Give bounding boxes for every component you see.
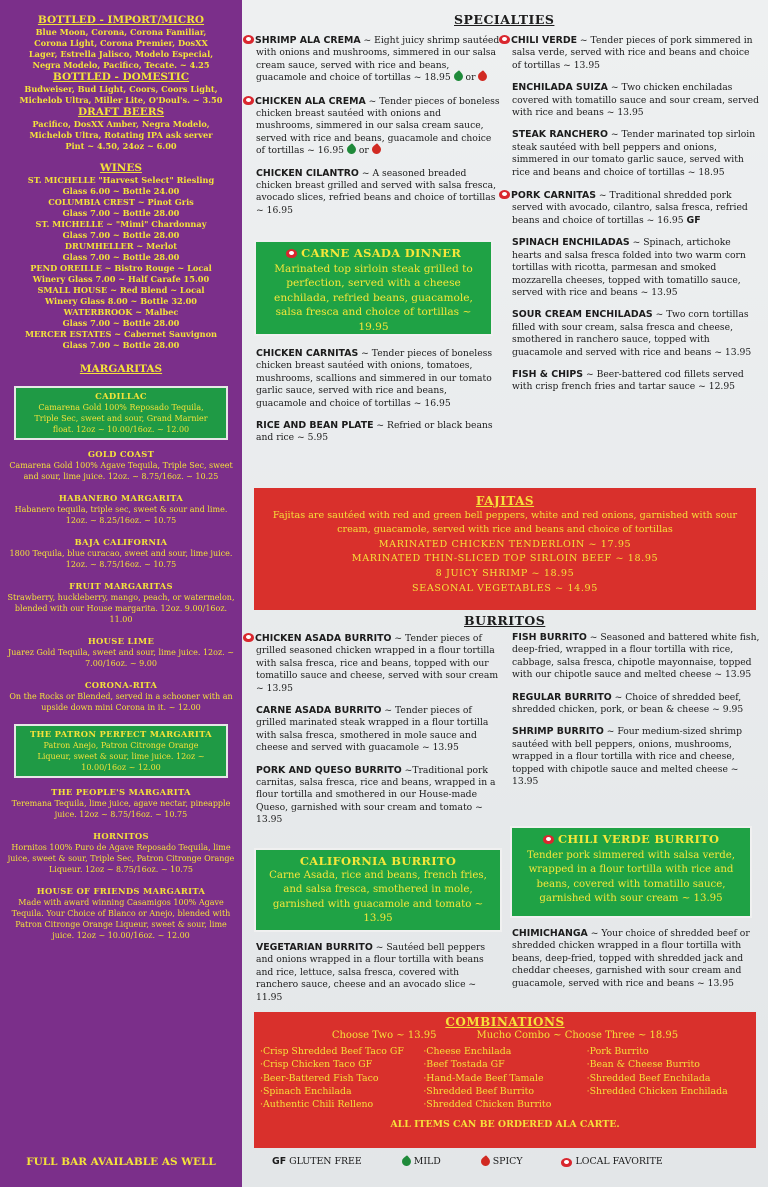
combo-option: ·Crisp Shredded Beef Taco GF [260, 1045, 404, 1057]
specialties-right-column [512, 34, 760, 404]
menu-item-name: PORK CARNITAS [511, 190, 596, 202]
local-favorite-icon [243, 95, 255, 105]
drinks-sidebar [0, 0, 242, 1187]
mucho-combo-price: Mucho Combo ~ Choose Three ~ 18.95 [476, 1030, 679, 1042]
menu-item-name: FISH & CHIPS [512, 368, 584, 380]
drink-line: ST. MICHELLE "Harvest Select" Riesling [27, 175, 215, 185]
combo-option: ·Cheese Enchilada [423, 1045, 512, 1057]
menu-item [512, 82, 760, 119]
margarita-name: HOUSE OF FRIENDS MARGARITA [36, 886, 206, 896]
local-favorite-label: LOCAL FAVORITE [575, 1156, 663, 1167]
specialties-left-column-2 [256, 348, 500, 455]
menu-item-name: FISH BURRITO [512, 632, 587, 643]
chili-verde-burrito-name: CHILI VERDE BURRITO [557, 832, 720, 846]
carne-asada-desc: Marinated top sirloin steak grilled to perfection, served with a cheese enchilada, refried beans, guacamole, salsa fresca and choice of tortillas ~ 19.95 [274, 262, 473, 333]
margarita-desc: Made with award winning Casamigos 100% Agave Tequila. Your Choice of Blanco or Anejo, blended with Patron Citronge Orange Liqueur, sweet & sour, lime juice. 12oz ~ 10.00/16oz. ~ 12.00 [11, 898, 231, 940]
chili-verde-burrito-panel [510, 826, 752, 918]
drink-line: Glass 7.00 ~ Bottle 28.00 [62, 318, 180, 328]
fajitas-panel [254, 488, 756, 610]
drink-line: Glass 7.00 ~ Bottle 28.00 [62, 340, 180, 350]
drink-line: Glass 6.00 ~ Bottle 24.00 [62, 186, 180, 196]
drink-line: ST. MICHELLE ~ "Mimi" Chardonnay [35, 219, 207, 229]
menu-item-desc: ~ Tender pieces of boneless chicken breast sautéed with onions, tomatoes, mushrooms, scallions and simmered in our tomato garlic sauce, served with rice and beans, guacamole and choice of tortillas ~ 16.95 [256, 348, 493, 409]
margarita-desc: Camarena Gold 100% Agave Tequila, Triple Sec, sweet and sour, lime juice. 12oz. ~ 8.75/16oz. ~ 10.25 [9, 461, 233, 481]
combo-option: ·Authentic Chili Relleno [260, 1099, 374, 1111]
combo-option: ·Shredded Chicken Burrito [423, 1099, 552, 1111]
california-burrito-desc: Carne Asada, rice and beans, french fries, and salsa fresca, smothered in mole, garnished with guacamole and tomato ~ 13.95 [269, 869, 487, 925]
drink-line: Michelob Ultra, Rotating IPA ask server [29, 130, 213, 140]
vegetarian-burrito [256, 942, 502, 1004]
or-text: or [465, 72, 476, 84]
chimichanga-desc: ~ Your choice of shredded beef or shredded chicken wrapped in a flour tortilla with beans, deep-fried, topped with shredded jack and cheddar cheeses, garnished with sour cream and guacamole, served with rice and beans ~ 13.95 [512, 928, 750, 989]
margarita-name: HORNITOS [93, 831, 149, 841]
margarita-name: THE PATRON PERFECT MARGARITA [30, 729, 212, 739]
drink-line: Glass 7.00 ~ Bottle 28.00 [62, 252, 180, 262]
bottled-domestic-list [0, 84, 242, 106]
local-favorite-icon [543, 834, 555, 844]
margarita-desc: Juarez Gold Tequila, sweet and sour, lime juice. 12oz. ~ 7.00/16oz. ~ 9.00 [8, 648, 234, 668]
margarita-item [0, 537, 242, 570]
margarita-item [0, 787, 242, 820]
specialties-title: SPECIALTIES [454, 12, 555, 27]
burritos-left-column [256, 632, 502, 837]
menu-item-desc: ~ Eight juicy shrimp sautéed with onions and mushrooms, simmered in our salsa cream sauce, served with rice and beans, guacamole and choice of tortillas ~ 18.95 [256, 35, 500, 84]
combo-option: ·Crisp Chicken Taco GF [260, 1059, 373, 1071]
margarita-item [0, 831, 242, 875]
menu-item-name: REGULAR BURRITO [512, 691, 612, 703]
menu-item-name: ENCHILADA SUIZA [512, 82, 608, 94]
margarita-name: BAJA CALIFORNIA [74, 537, 168, 547]
margarita-item [0, 636, 242, 669]
combo-column-2 [423, 1045, 586, 1112]
chili-verde-burrito-desc: Tender pork simmered with salsa verde, wrapped in a flour tortilla with rice and beans, covered with tomatillo sauce, garnished with sour cream ~ 13.95 [526, 849, 736, 905]
menu-item [256, 420, 500, 445]
fajita-option: MARINATED THIN-SLICED TOP SIRLOIN BEEF ~ 18.95 [351, 553, 659, 565]
menu-item-desc: ~ Four medium-sized shrimp sautéed with bell peppers, onions, mushrooms, wrapped in a flour tortilla with rice and cheese, topped with chipotle sauce and melted cheese ~ 13.95 [512, 726, 742, 788]
drink-line: MERCER ESTATES ~ Cabernet Sauvignon [24, 329, 218, 339]
combinations-prices [260, 1029, 750, 1042]
gf-label: GLUTEN FREE [289, 1156, 362, 1167]
menu-item [512, 692, 760, 717]
menu-item-desc: ~ Traditional shredded pork served with avocado, cilantro, salsa fresca, refried beans and choice of tortillas ~ 16.95 [512, 190, 748, 226]
margarita-name: GOLD COAST [87, 449, 155, 459]
wines-title: WINES [100, 162, 142, 174]
margarita-item [0, 886, 242, 941]
draft-list [0, 119, 242, 152]
menu-item [256, 168, 500, 218]
menu-item [512, 726, 760, 788]
local-favorite-icon [561, 1157, 573, 1167]
menu-item-name: PORK AND QUESO BURRITO [256, 764, 402, 776]
menu-item-name: CHICKEN ALA CREMA [255, 95, 366, 107]
combo-column-3 [587, 1045, 750, 1112]
drink-line: Negra Modelo, Pacifico, Tecate. ~ 4.25 [32, 60, 210, 70]
margarita-name: HOUSE LIME [87, 636, 155, 646]
drink-line: Corona Light, Corona Premier, DosXX [34, 38, 208, 48]
fajitas-desc: Fajitas are sautéed with red and green bell peppers, white and red onions, garnished with sour cream, guacamole, served with rice and beans and choice of tortillas [272, 509, 738, 536]
margarita-item [0, 449, 242, 482]
combinations-options [260, 1045, 750, 1112]
fajita-option: MARINATED CHICKEN TENDERLOIN ~ 17.95 [378, 538, 632, 550]
margaritas-title: MARGARITAS [79, 363, 163, 375]
mild-pepper-icon [452, 70, 465, 83]
menu-item [512, 369, 760, 394]
menu-item-name: RICE AND BEAN PLATE [256, 420, 374, 432]
draft-title: DRAFT BEERS [77, 106, 165, 118]
local-favorite-icon [286, 248, 298, 258]
spicy-pepper-icon [479, 1155, 492, 1168]
mild-pepper-icon [345, 143, 358, 156]
burritos-title: BURRITOS [464, 613, 546, 628]
menu-item-name: STEAK RANCHERO [512, 129, 608, 141]
drink-line: COLUMBIA CREST ~ Pinot Gris [48, 197, 194, 207]
or-text: or [358, 145, 369, 157]
drink-line: Budweiser, Bud Light, Coors, Coors Light, [24, 84, 218, 94]
combo-option: ·Shredded Beef Enchilada [586, 1072, 711, 1084]
combo-option: ·Bean & Cheese Burrito [586, 1059, 700, 1071]
drink-line: Glass 7.00 ~ Bottle 28.00 [62, 208, 180, 218]
fajitas-title: FAJITAS [475, 494, 535, 508]
drink-line: Glass 7.00 ~ Bottle 28.00 [62, 230, 180, 240]
legend [272, 1156, 752, 1167]
menu-item [512, 34, 760, 72]
gf-symbol: GF [272, 1156, 287, 1167]
fajita-option: 8 JUICY SHRIMP ~ 18.95 [435, 567, 575, 579]
combo-option: ·Shredded Chicken Enchilada [586, 1086, 728, 1098]
menu-item-desc: ~ Tender pieces of pork simmered in salsa verde, served with rice and beans and choice of tortillas ~ 13.95 [512, 35, 753, 71]
food-menu [242, 0, 768, 1187]
menu-item-desc: ~ Refried or black beans and rice ~ 5.95 [256, 420, 493, 444]
wines-list [0, 175, 242, 351]
menu-item [256, 705, 502, 755]
menu-item-desc: ~ Two corn tortillas filled with sour cream, salsa fresca and cheese, smothered in ranchero sauce, topped with guacamole and served with rice and beans ~ 13.95 [512, 309, 752, 358]
chimichanga-name: CHIMICHANGA [512, 928, 588, 939]
margarita-desc: Patron Anejo, Patron Citronge Orange Liqueur, sweet & sour, lime juice. 12oz ~ 10.00/16oz ~ 12.00 [37, 741, 205, 772]
mild-label: MILD [413, 1156, 441, 1167]
menu-item [512, 237, 760, 299]
drink-line: DRUMHELLER ~ Merlot [64, 241, 178, 251]
margarita-name: CORONA-RITA [84, 680, 158, 690]
margarita-desc: Habanero tequila, triple sec, sweet & sour and lime. 12oz. ~ 8.25/16oz. ~ 10.75 [14, 505, 228, 525]
menu-item-desc: ~ Two chicken enchiladas covered with tomatillo sauce and sour cream, served with rice and beans ~ 13.95 [512, 82, 759, 119]
menu-item [256, 95, 500, 158]
menu-item-name: CHICKEN ASADA BURRITO [255, 633, 392, 644]
combo-option: ·Hand-Made Beef Tamale [423, 1072, 544, 1084]
bottled-import-title: BOTTLED - IMPORT/MICRO [37, 14, 205, 26]
menu-item-name: CARNE ASADA BURRITO [256, 705, 382, 717]
margarita-desc: Hornitos 100% Puro de Agave Reposado Tequila, lime juice, sweet & sour, Triple Sec, Patron Citronge Orange Liqueur. 12oz ~ 8.75/16oz. ~ 10.75 [7, 843, 235, 874]
combo-option: ·Shredded Beef Burrito [423, 1086, 535, 1098]
drink-line: Lager, Estrella Jalisco, Modelo Especial, [28, 49, 214, 59]
combo-option: ·Spinach Enchilada [260, 1086, 352, 1098]
carne-asada-dinner-panel [254, 240, 493, 336]
spicy-pepper-icon [370, 143, 383, 156]
menu-item-name: SPINACH ENCHILADAS [512, 237, 630, 249]
menu-item-name: CHILI VERDE [511, 35, 578, 46]
menu-item-desc: ~ Choice of shredded beef, shredded chicken, pork, or bean & cheese ~ 9.95 [512, 691, 744, 716]
fajitas-items [264, 538, 746, 596]
drink-line: Pacifico, DosXX Amber, Negra Modelo, [32, 119, 210, 129]
menu-item-desc: ~ Spinach, artichoke hearts and salsa fresca folded into two warm corn tortillas with ricotta, parmesan and smoked mozzarella cheeses, topped with tomatillo sauce, served with rice and beans ~ 13.95 [512, 237, 746, 298]
menu-item-desc: ~ Tender pieces of grilled seasoned chicken wrapped in a flour tortilla with salsa fresca, rice and beans, topped with our tomatillo sauce and cheese, served with sour cream ~ 13.95 [256, 633, 499, 694]
combinations-title: COMBINATIONS [445, 1015, 565, 1029]
burritos-right-column [512, 632, 760, 798]
local-favorite-icon [243, 34, 255, 44]
drink-line: Michelob Ultra, Miller Lite, O'Doul's. ~ 3.50 [19, 95, 223, 105]
bottled-domestic-title: BOTTLED - DOMESTIC [52, 71, 190, 83]
menu-item [512, 189, 760, 227]
mild-pepper-icon [400, 1155, 413, 1168]
california-burrito-panel [254, 848, 502, 932]
spicy-label: SPICY [492, 1156, 523, 1167]
margarita-name: FRUIT MARGARITAS [69, 581, 173, 591]
chimichanga [512, 928, 760, 990]
menu-item-desc: ~ Seasoned and battered white fish, deep-fried, wrapped in a flour tortilla with rice, cabbage, salsa fresca, chipotle mayonnaise, topped with our chipotle sauce and melted cheese ~ 13.95 [512, 632, 760, 681]
spicy-pepper-icon [477, 70, 490, 83]
gf-mark: GF [686, 214, 701, 226]
carne-asada-name: CARNE ASADA DINNER [301, 246, 462, 260]
margarita-item [0, 680, 242, 713]
drink-line: Winery Glass 8.00 ~ Bottle 32.00 [45, 296, 197, 306]
menu-item-desc: ~ Tender marinated top sirloin steak sautéed with bell peppers and onions, simmered in our tomato garlic sauce, served with rice and beans and choice of tortillas ~ 18.95 [512, 129, 756, 178]
margarita-name: HABANERO MARGARITA [58, 493, 184, 503]
margarita-name: CADILLAC [95, 391, 147, 401]
menu-item [512, 309, 760, 359]
specialties-left-column [256, 34, 500, 227]
menu-item [512, 632, 760, 682]
combinations-footer: ALL ITEMS CAN BE ORDERED ALA CARTE. [390, 1118, 620, 1130]
local-favorite-icon [499, 34, 511, 44]
margarita-item [14, 724, 228, 778]
menu-item-name: CHICKEN CARNITAS [256, 348, 359, 359]
margarita-name: THE PEOPLE'S MARGARITA [51, 787, 191, 797]
margarita-item [0, 581, 242, 625]
margarita-desc: Teremana Tequila, lime juice, agave nectar, pineapple juice. 12oz ~ 8.75/16oz. ~ 10.75 [11, 799, 231, 819]
menu-item-name: SHRIMP ALA CREMA [255, 35, 361, 46]
bottled-import-list [0, 27, 242, 71]
menu-item-desc: ~Traditional pork carnitas, salsa fresca, rice and beans, wrapped in a flour tortilla and smothered in our House-made Queso, garnished with sour cream and tomato ~ 13.95 [256, 764, 496, 826]
drink-line: Pint ~ 4.50, 24oz ~ 6.00 [65, 141, 177, 151]
margarita-desc: On the Rocks or Blended, served in a schooner with an upside down mini Corona in it. ~ 12.00 [9, 692, 233, 712]
drink-line: SMALL HOUSE ~ Red Blend ~ Local [37, 285, 205, 295]
drink-line: Blue Moon, Corona, Corona Familiar, [35, 27, 207, 37]
menu-item-name: CHICKEN CILANTRO [256, 167, 359, 179]
menu-item-desc: ~ Tender pieces of boneless chicken breast sautéed with onions and mushrooms, simmered in our salsa cream sauce, served with rice and beans, guacamole and choice of tortillas ~ 16.95 [256, 95, 500, 157]
combinations-panel [254, 1012, 756, 1148]
menu-item [512, 129, 760, 179]
menu-item-desc: ~ Tender pieces of grilled marinated steak wrapped in a flour tortilla with salsa fresca, smothered in mole sauce and cheese and served with guacamole ~ 13.95 [256, 705, 489, 754]
drink-line: PEND OREILLE ~ Bistro Rouge ~ Local [30, 263, 212, 273]
margarita-item [14, 386, 228, 440]
menu-item [256, 348, 500, 410]
choose-two-price: Choose Two ~ 13.95 [331, 1030, 437, 1042]
combo-option: ·Beef Tostada GF [423, 1059, 505, 1071]
menu-item-desc: ~ A seasoned breaded chicken breast grilled and served with salsa fresca, avocado slices, refried beans and choice of tortillas ~ 16.95 [256, 167, 497, 216]
margarita-item [0, 493, 242, 526]
fajita-option: SEASONAL VEGETABLES ~ 14.95 [412, 582, 598, 594]
margarita-desc: 1800 Tequila, blue curacao, sweet and sour, lime juice. 12oz. ~ 8.75/16oz. ~ 10.75 [9, 549, 233, 569]
margarita-desc: Strawberry, huckleberry, mango, peach, or watermelon, blended with our House margarita. 12oz. 9.00/16oz. 11.00 [7, 593, 235, 624]
menu-item-name: SOUR CREAM ENCHILADAS [512, 309, 653, 321]
combo-option: ·Pork Burrito [586, 1045, 649, 1057]
full-bar-note: FULL BAR AVAILABLE AS WELL [26, 1156, 216, 1168]
margarita-desc: Camarena Gold 100% Reposado Tequila, Triple Sec, sweet and sour, Grand Marnier float. 12oz ~ 10.00/16oz. ~ 12.00 [34, 403, 208, 434]
drink-line: WATERBROOK ~ Malbec [63, 307, 179, 317]
vegetarian-burrito-desc: ~ Sautéed bell peppers and onions wrapped in a flour tortilla with beans and rice, lettuce, salsa fresca, covered with ranchero sauce, cheese and an avocado slice ~ 11.95 [256, 942, 486, 1003]
local-favorite-icon [499, 189, 511, 199]
california-burrito-name: CALIFORNIA BURRITO [299, 854, 457, 868]
menu-item-desc: ~ Beer-battered cod fillets served with crisp french fries and tartar sauce ~ 12.95 [512, 368, 744, 393]
combo-column-1 [260, 1045, 423, 1112]
menu-item [256, 632, 502, 695]
margaritas-list [0, 386, 242, 941]
menu-item [256, 765, 502, 827]
vegetarian-burrito-name: VEGETARIAN BURRITO [256, 942, 373, 953]
menu-item [256, 34, 500, 85]
menu-item-name: SHRIMP BURRITO [512, 726, 604, 738]
combo-option: ·Beer-Battered Fish Taco [260, 1072, 379, 1084]
drink-line: Winery Glass 7.00 ~ Half Carafe 15.00 [32, 274, 210, 284]
local-favorite-icon [243, 632, 255, 642]
